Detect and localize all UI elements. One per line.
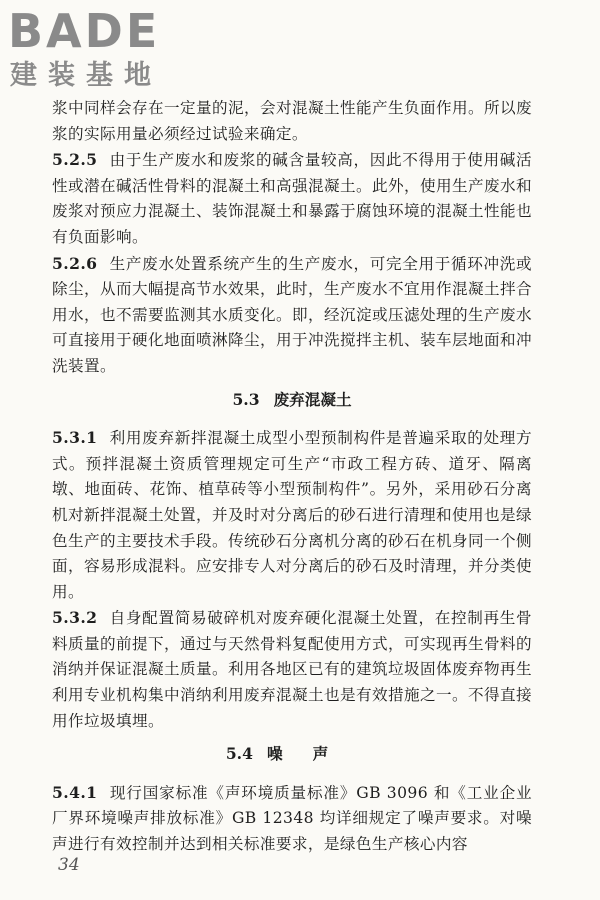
clause-number: 5.4.1 (52, 782, 98, 802)
section-title: 废弃混凝土 (273, 389, 352, 409)
page-body (52, 96, 532, 858)
section-heading-5-3 (52, 387, 532, 413)
paragraph-text: 浆中同样会存在一定量的泥，会对混凝土性能产生负面作用。所以废浆的实际用量必须经过试验来确定。 (52, 99, 532, 143)
clause-5-2-6 (52, 251, 532, 380)
clause-text: 由于生产废水和废浆的碱含量较高，因此不得用于使用碱活性或潜在碱活性骨料的混凝土和高强混凝土。此外，使用生产废水和废浆对预应力混凝土、装饰混凝土和暴露于腐蚀环境的混凝土性能也有负面影响。 (52, 151, 532, 246)
clause-5-2-5 (52, 147, 532, 250)
section-number: 5.4 (225, 744, 253, 764)
clause-5-3-1 (52, 425, 532, 605)
clause-number: 5.3.1 (52, 428, 98, 448)
brand-logo (8, 6, 178, 96)
section-heading-5-4 (52, 741, 532, 767)
section-number: 5.3 (232, 389, 260, 409)
clause-number: 5.3.2 (52, 608, 98, 628)
section-title: 噪声 (266, 744, 359, 764)
clause-5-3-2 (52, 605, 532, 734)
clause-text: 现行国家标准《声环境质量标准》GB 3096 和《工业企业厂界环境噪声排放标准》GB 12348 均详细规定了噪声要求。对噪声进行有效控制并达到相关标准要求，是绿色生产核心内容 (52, 783, 532, 854)
clause-text: 利用废弃新拌混凝土成型小型预制构件是普遍采取的处理方式。预拌混凝土资质管理规定可生产“市政工程方砖、道牙、隔离墩、地面砖、花饰、植草砖等小型预制构件”。另外，采用砂石分离机对新拌混凝土处置，并及时对分离后的砂石进行清理和使用也是绿色生产的主要技术手段。传统砂石分离机分离的砂石在机身同一个侧面，容易形成混料。应安排专人对分离后的砂石及时清理，并分类使用。 (52, 429, 532, 601)
logo-subtitle: 建装基地 (10, 60, 162, 91)
page-number: 34 (58, 855, 80, 875)
logo-wordmark: BADE (8, 4, 161, 58)
clause-number: 5.2.6 (52, 253, 98, 273)
clause-text: 自身配置简易破碎机对废弃硬化混凝土处置，在控制再生骨料质量的前提下，通过与天然骨料复配使用方式，可实现再生骨料的消纳并保证混凝土质量。利用各地区已有的建筑垃圾固体废弃物再生利用专业机构集中消纳利用废弃混凝土也是有效措施之一。不得直接用作垃圾填埋。 (52, 609, 532, 730)
clause-5-4-1 (52, 780, 532, 858)
paragraph-continued (52, 96, 532, 147)
clause-number: 5.2.5 (52, 150, 98, 170)
clause-text: 生产废水处置系统产生的生产废水，可完全用于循环冲洗或除尘，从而大幅提高节水效果，此时，生产废水不宜用作混凝土拌合用水，也不需要监测其水质变化。即，经沉淀或压滤处理的生产废水可直接用于硬化地面喷淋降尘，用于冲洗搅拌主机、装车层地面和冲洗装置。 (52, 254, 532, 375)
